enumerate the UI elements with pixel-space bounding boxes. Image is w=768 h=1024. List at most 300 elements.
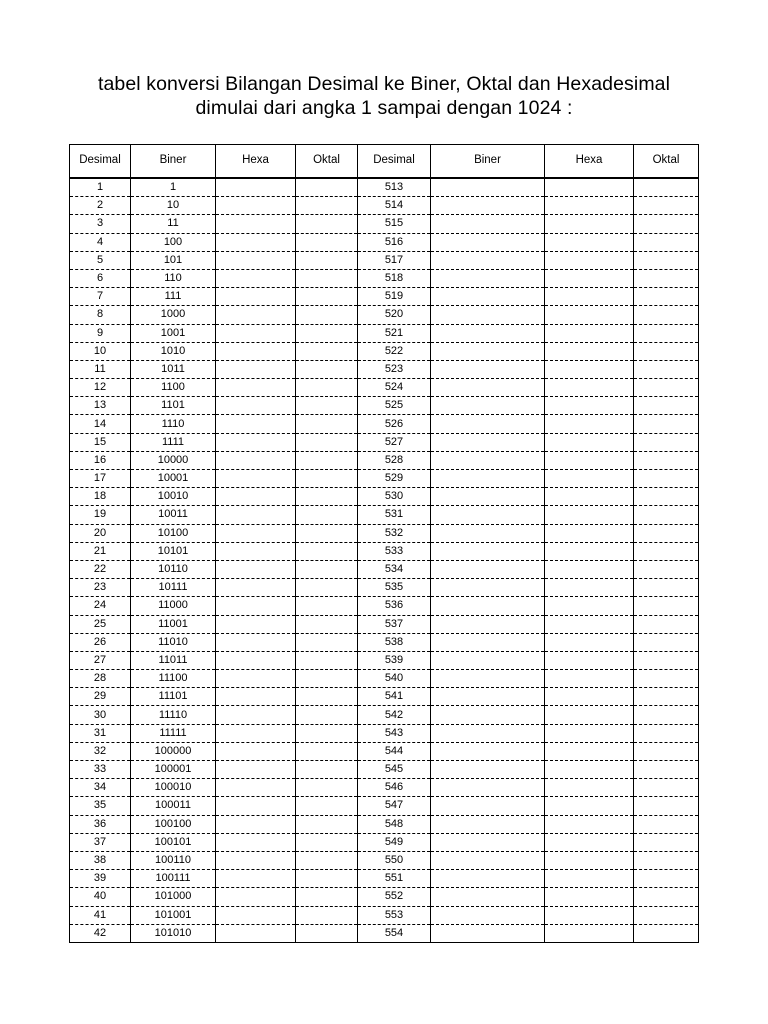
cell-biner-right	[431, 197, 545, 215]
table-row	[70, 615, 699, 633]
cell-oktal-left	[296, 633, 358, 651]
cell-desimal-right: 545	[358, 761, 431, 779]
cell-oktal-left	[296, 342, 358, 360]
conversion-table-wrapper	[69, 144, 698, 943]
cell-oktal-left	[296, 779, 358, 797]
cell-oktal-left	[296, 360, 358, 378]
cell-desimal-right: 543	[358, 724, 431, 742]
cell-desimal-left: 16	[70, 451, 131, 469]
cell-hexa-left	[216, 724, 296, 742]
cell-hexa-left	[216, 233, 296, 251]
table-row	[70, 888, 699, 906]
header-desimal-right: Desimal	[358, 145, 431, 179]
cell-biner-right	[431, 906, 545, 924]
cell-oktal-right	[634, 324, 699, 342]
cell-oktal-right	[634, 360, 699, 378]
table-body	[70, 178, 699, 942]
cell-desimal-left: 25	[70, 615, 131, 633]
cell-oktal-left	[296, 815, 358, 833]
table-row	[70, 651, 699, 669]
cell-desimal-left: 39	[70, 870, 131, 888]
cell-desimal-left: 33	[70, 761, 131, 779]
cell-biner-left: 11010	[131, 633, 216, 651]
cell-hexa-right	[545, 888, 634, 906]
cell-oktal-left	[296, 724, 358, 742]
cell-hexa-left	[216, 651, 296, 669]
cell-biner-left: 100111	[131, 870, 216, 888]
cell-biner-left: 11111	[131, 724, 216, 742]
table-row	[70, 415, 699, 433]
cell-biner-right	[431, 470, 545, 488]
cell-oktal-right	[634, 542, 699, 560]
cell-biner-right	[431, 178, 545, 197]
cell-hexa-left	[216, 215, 296, 233]
table-row	[70, 742, 699, 760]
cell-desimal-right: 536	[358, 597, 431, 615]
table-row	[70, 670, 699, 688]
cell-oktal-right	[634, 506, 699, 524]
cell-desimal-left: 35	[70, 797, 131, 815]
cell-desimal-right: 514	[358, 197, 431, 215]
cell-oktal-right	[634, 888, 699, 906]
cell-oktal-left	[296, 688, 358, 706]
cell-oktal-left	[296, 851, 358, 869]
cell-oktal-left	[296, 269, 358, 287]
cell-oktal-left	[296, 415, 358, 433]
cell-desimal-right: 525	[358, 397, 431, 415]
cell-desimal-right: 527	[358, 433, 431, 451]
cell-desimal-right: 538	[358, 633, 431, 651]
cell-biner-right	[431, 851, 545, 869]
cell-oktal-right	[634, 815, 699, 833]
cell-hexa-right	[545, 797, 634, 815]
table-row	[70, 906, 699, 924]
cell-desimal-right: 515	[358, 215, 431, 233]
cell-hexa-left	[216, 433, 296, 451]
cell-hexa-left	[216, 706, 296, 724]
cell-biner-right	[431, 870, 545, 888]
cell-biner-left: 100	[131, 233, 216, 251]
cell-oktal-left	[296, 560, 358, 578]
cell-desimal-left: 31	[70, 724, 131, 742]
cell-desimal-left: 27	[70, 651, 131, 669]
cell-hexa-left	[216, 324, 296, 342]
cell-hexa-left	[216, 633, 296, 651]
cell-hexa-right	[545, 397, 634, 415]
cell-desimal-right: 546	[358, 779, 431, 797]
cell-hexa-left	[216, 560, 296, 578]
cell-biner-left: 10100	[131, 524, 216, 542]
cell-biner-left: 11	[131, 215, 216, 233]
cell-oktal-right	[634, 306, 699, 324]
header-row	[70, 145, 699, 179]
cell-biner-right	[431, 833, 545, 851]
cell-oktal-right	[634, 433, 699, 451]
cell-hexa-right	[545, 251, 634, 269]
table-row	[70, 233, 699, 251]
cell-hexa-right	[545, 724, 634, 742]
cell-biner-right	[431, 597, 545, 615]
table-row	[70, 488, 699, 506]
cell-hexa-right	[545, 597, 634, 615]
cell-desimal-right: 540	[358, 670, 431, 688]
cell-hexa-left	[216, 542, 296, 560]
cell-oktal-right	[634, 342, 699, 360]
cell-oktal-right	[634, 651, 699, 669]
cell-hexa-left	[216, 870, 296, 888]
header-biner-left: Biner	[131, 145, 216, 179]
cell-hexa-right	[545, 197, 634, 215]
cell-hexa-left	[216, 306, 296, 324]
cell-biner-right	[431, 688, 545, 706]
cell-biner-left: 1110	[131, 415, 216, 433]
cell-oktal-left	[296, 397, 358, 415]
cell-hexa-right	[545, 506, 634, 524]
header-desimal-left: Desimal	[70, 145, 131, 179]
cell-hexa-left	[216, 288, 296, 306]
cell-biner-left: 10000	[131, 451, 216, 469]
cell-desimal-left: 41	[70, 906, 131, 924]
cell-desimal-left: 18	[70, 488, 131, 506]
cell-oktal-left	[296, 451, 358, 469]
cell-hexa-right	[545, 706, 634, 724]
cell-desimal-left: 22	[70, 560, 131, 578]
cell-oktal-right	[634, 215, 699, 233]
cell-hexa-right	[545, 360, 634, 378]
cell-desimal-right: 531	[358, 506, 431, 524]
cell-biner-right	[431, 379, 545, 397]
table-row	[70, 579, 699, 597]
cell-desimal-left: 15	[70, 433, 131, 451]
cell-desimal-right: 524	[358, 379, 431, 397]
cell-hexa-right	[545, 761, 634, 779]
cell-biner-left: 100101	[131, 833, 216, 851]
cell-oktal-left	[296, 870, 358, 888]
cell-hexa-right	[545, 415, 634, 433]
cell-biner-right	[431, 360, 545, 378]
cell-hexa-left	[216, 488, 296, 506]
cell-hexa-left	[216, 197, 296, 215]
cell-hexa-right	[545, 579, 634, 597]
cell-hexa-right	[545, 633, 634, 651]
cell-oktal-left	[296, 251, 358, 269]
cell-biner-left: 111	[131, 288, 216, 306]
table-row	[70, 706, 699, 724]
cell-hexa-right	[545, 379, 634, 397]
cell-desimal-left: 32	[70, 742, 131, 760]
cell-desimal-left: 12	[70, 379, 131, 397]
cell-desimal-right: 522	[358, 342, 431, 360]
table-row	[70, 870, 699, 888]
cell-oktal-left	[296, 651, 358, 669]
cell-hexa-right	[545, 688, 634, 706]
cell-oktal-right	[634, 251, 699, 269]
cell-desimal-left: 20	[70, 524, 131, 542]
cell-biner-right	[431, 651, 545, 669]
cell-hexa-left	[216, 269, 296, 287]
cell-desimal-left: 42	[70, 924, 131, 942]
cell-hexa-right	[545, 178, 634, 197]
cell-biner-right	[431, 670, 545, 688]
cell-desimal-right: 517	[358, 251, 431, 269]
cell-biner-left: 11011	[131, 651, 216, 669]
header-hexa-left: Hexa	[216, 145, 296, 179]
cell-biner-right	[431, 579, 545, 597]
cell-biner-right	[431, 324, 545, 342]
cell-desimal-right: 541	[358, 688, 431, 706]
header-biner-right: Biner	[431, 145, 545, 179]
cell-desimal-right: 518	[358, 269, 431, 287]
cell-oktal-right	[634, 797, 699, 815]
cell-hexa-left	[216, 906, 296, 924]
table-row	[70, 833, 699, 851]
cell-hexa-right	[545, 870, 634, 888]
cell-oktal-right	[634, 415, 699, 433]
cell-desimal-left: 40	[70, 888, 131, 906]
cell-hexa-left	[216, 797, 296, 815]
cell-oktal-right	[634, 761, 699, 779]
cell-hexa-left	[216, 615, 296, 633]
table-row	[70, 178, 699, 197]
cell-desimal-left: 28	[70, 670, 131, 688]
cell-oktal-left	[296, 797, 358, 815]
cell-oktal-right	[634, 451, 699, 469]
cell-hexa-left	[216, 451, 296, 469]
cell-biner-left: 101000	[131, 888, 216, 906]
cell-hexa-right	[545, 779, 634, 797]
cell-oktal-right	[634, 688, 699, 706]
cell-oktal-left	[296, 470, 358, 488]
cell-hexa-right	[545, 542, 634, 560]
cell-hexa-left	[216, 342, 296, 360]
table-row	[70, 724, 699, 742]
cell-biner-right	[431, 742, 545, 760]
cell-biner-left: 100011	[131, 797, 216, 815]
cell-hexa-right	[545, 433, 634, 451]
cell-desimal-right: 523	[358, 360, 431, 378]
cell-hexa-left	[216, 851, 296, 869]
cell-desimal-right: 547	[358, 797, 431, 815]
cell-biner-right	[431, 633, 545, 651]
table-row	[70, 597, 699, 615]
cell-biner-left: 100010	[131, 779, 216, 797]
cell-hexa-left	[216, 379, 296, 397]
cell-desimal-right: 516	[358, 233, 431, 251]
cell-desimal-left: 14	[70, 415, 131, 433]
cell-hexa-right	[545, 470, 634, 488]
header-oktal-left: Oktal	[296, 145, 358, 179]
table-row	[70, 306, 699, 324]
cell-biner-left: 110	[131, 269, 216, 287]
cell-oktal-right	[634, 779, 699, 797]
cell-desimal-left: 19	[70, 506, 131, 524]
cell-biner-right	[431, 706, 545, 724]
cell-biner-left: 100000	[131, 742, 216, 760]
cell-hexa-left	[216, 779, 296, 797]
cell-desimal-left: 17	[70, 470, 131, 488]
table-row	[70, 342, 699, 360]
cell-oktal-left	[296, 924, 358, 942]
cell-desimal-left: 10	[70, 342, 131, 360]
cell-biner-left: 11000	[131, 597, 216, 615]
cell-biner-left: 101001	[131, 906, 216, 924]
cell-desimal-right: 550	[358, 851, 431, 869]
cell-hexa-right	[545, 906, 634, 924]
cell-biner-left: 11001	[131, 615, 216, 633]
cell-biner-left: 100110	[131, 851, 216, 869]
cell-oktal-left	[296, 706, 358, 724]
cell-hexa-right	[545, 324, 634, 342]
cell-hexa-right	[545, 815, 634, 833]
cell-biner-left: 1111	[131, 433, 216, 451]
cell-hexa-left	[216, 888, 296, 906]
title-line-2: dimulai dari angka 1 sampai dengan 1024 :	[195, 97, 573, 119]
cell-biner-right	[431, 397, 545, 415]
cell-hexa-right	[545, 342, 634, 360]
cell-hexa-right	[545, 651, 634, 669]
cell-biner-left: 10011	[131, 506, 216, 524]
cell-oktal-left	[296, 379, 358, 397]
table-row	[70, 251, 699, 269]
cell-desimal-right: 526	[358, 415, 431, 433]
cell-biner-left: 1000	[131, 306, 216, 324]
cell-hexa-left	[216, 688, 296, 706]
table-row	[70, 542, 699, 560]
table-row	[70, 470, 699, 488]
cell-desimal-right: 544	[358, 742, 431, 760]
cell-desimal-left: 24	[70, 597, 131, 615]
cell-oktal-left	[296, 670, 358, 688]
cell-oktal-right	[634, 560, 699, 578]
cell-hexa-left	[216, 815, 296, 833]
cell-hexa-left	[216, 761, 296, 779]
cell-oktal-right	[634, 579, 699, 597]
cell-desimal-right: 537	[358, 615, 431, 633]
cell-hexa-right	[545, 269, 634, 287]
cell-oktal-right	[634, 633, 699, 651]
cell-biner-left: 10010	[131, 488, 216, 506]
cell-biner-right	[431, 251, 545, 269]
cell-oktal-right	[634, 197, 699, 215]
cell-biner-left: 10110	[131, 560, 216, 578]
cell-oktal-right	[634, 906, 699, 924]
cell-desimal-right: 519	[358, 288, 431, 306]
table-row	[70, 924, 699, 942]
cell-biner-right	[431, 560, 545, 578]
table-row	[70, 815, 699, 833]
cell-hexa-left	[216, 178, 296, 197]
conversion-table	[69, 144, 699, 943]
cell-hexa-right	[545, 742, 634, 760]
cell-desimal-right: 535	[358, 579, 431, 597]
cell-biner-left: 10111	[131, 579, 216, 597]
table-row	[70, 433, 699, 451]
table-row	[70, 360, 699, 378]
cell-hexa-right	[545, 560, 634, 578]
cell-biner-right	[431, 306, 545, 324]
cell-hexa-left	[216, 597, 296, 615]
cell-oktal-left	[296, 615, 358, 633]
cell-biner-right	[431, 269, 545, 287]
cell-oktal-right	[634, 288, 699, 306]
cell-biner-right	[431, 542, 545, 560]
cell-oktal-right	[634, 670, 699, 688]
cell-hexa-right	[545, 451, 634, 469]
cell-biner-right	[431, 415, 545, 433]
cell-hexa-right	[545, 306, 634, 324]
cell-desimal-right: 532	[358, 524, 431, 542]
cell-hexa-left	[216, 506, 296, 524]
cell-desimal-left: 8	[70, 306, 131, 324]
cell-biner-right	[431, 761, 545, 779]
cell-oktal-left	[296, 306, 358, 324]
table-row	[70, 633, 699, 651]
cell-desimal-left: 2	[70, 197, 131, 215]
cell-desimal-right: 521	[358, 324, 431, 342]
cell-biner-right	[431, 342, 545, 360]
cell-desimal-left: 23	[70, 579, 131, 597]
title-line-1: tabel konversi Bilangan Desimal ke Biner, Oktal dan Hexadesimal	[97, 73, 671, 95]
table-row	[70, 761, 699, 779]
cell-biner-left: 11100	[131, 670, 216, 688]
cell-hexa-left	[216, 742, 296, 760]
cell-desimal-right: 539	[358, 651, 431, 669]
cell-desimal-left: 3	[70, 215, 131, 233]
cell-oktal-left	[296, 506, 358, 524]
cell-desimal-right: 552	[358, 888, 431, 906]
cell-desimal-right: 529	[358, 470, 431, 488]
cell-desimal-right: 513	[358, 178, 431, 197]
cell-biner-left: 101	[131, 251, 216, 269]
cell-hexa-right	[545, 615, 634, 633]
cell-biner-right	[431, 524, 545, 542]
cell-oktal-right	[634, 397, 699, 415]
cell-biner-right	[431, 779, 545, 797]
cell-biner-left: 1011	[131, 360, 216, 378]
cell-biner-right	[431, 215, 545, 233]
cell-oktal-left	[296, 215, 358, 233]
cell-desimal-right: 530	[358, 488, 431, 506]
table-row	[70, 215, 699, 233]
cell-biner-left: 101010	[131, 924, 216, 942]
cell-biner-left: 10101	[131, 542, 216, 560]
cell-oktal-left	[296, 178, 358, 197]
cell-hexa-right	[545, 670, 634, 688]
cell-hexa-right	[545, 288, 634, 306]
cell-desimal-right: 534	[358, 560, 431, 578]
cell-hexa-right	[545, 233, 634, 251]
cell-desimal-left: 26	[70, 633, 131, 651]
cell-desimal-left: 37	[70, 833, 131, 851]
table-row	[70, 779, 699, 797]
cell-hexa-left	[216, 397, 296, 415]
cell-oktal-left	[296, 233, 358, 251]
cell-biner-left: 10	[131, 197, 216, 215]
cell-hexa-right	[545, 524, 634, 542]
cell-desimal-left: 5	[70, 251, 131, 269]
cell-oktal-right	[634, 178, 699, 197]
cell-desimal-left: 9	[70, 324, 131, 342]
cell-biner-left: 1010	[131, 342, 216, 360]
cell-desimal-left: 6	[70, 269, 131, 287]
cell-desimal-right: 551	[358, 870, 431, 888]
cell-hexa-left	[216, 415, 296, 433]
cell-oktal-left	[296, 597, 358, 615]
cell-desimal-left: 38	[70, 851, 131, 869]
cell-hexa-left	[216, 833, 296, 851]
table-row	[70, 288, 699, 306]
cell-oktal-right	[634, 742, 699, 760]
